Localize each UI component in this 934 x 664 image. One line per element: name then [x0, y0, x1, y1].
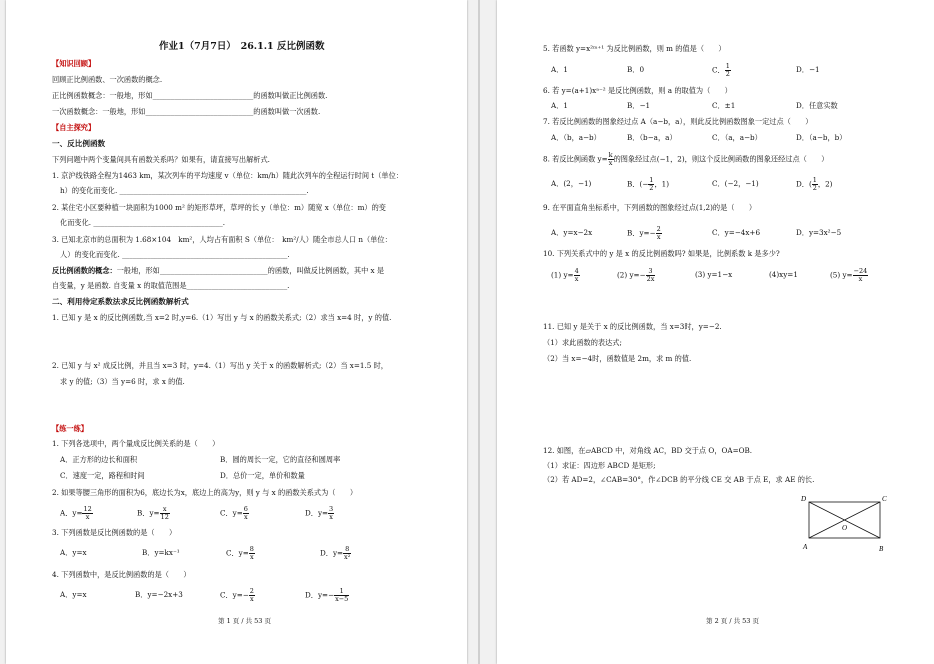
denominator: x	[329, 513, 333, 521]
q10-item-5	[830, 268, 868, 283]
q5-option-b: B．0	[627, 65, 645, 74]
q8-d-tail: ，2)	[817, 179, 833, 189]
q6-option-d: D．任意实数	[796, 101, 838, 110]
numerator: 2	[656, 225, 661, 233]
q8-option-b	[627, 177, 669, 192]
pq4-d-fraction	[334, 588, 349, 603]
vertex-label-c: C	[882, 496, 887, 503]
section-practice-heading: 【练一练】	[52, 424, 88, 433]
pq2-d-fraction	[328, 506, 334, 521]
pq2-option-a	[60, 506, 93, 521]
q10-item-3: (3) y=1−x	[695, 270, 733, 279]
rectangle-figure	[800, 496, 890, 556]
q10-5-fraction	[853, 268, 869, 283]
pq1-option-c: C．速度一定，路程和时间	[60, 471, 145, 480]
pq2-a-label: A．y=	[60, 508, 83, 518]
q6-option-a: A．1	[551, 101, 568, 110]
q2-line-a: 2. 某住宅小区要种植一块面积为1000 m² 的矩形草坪，草坪的长 y（单位：m）随宽 x（单位：m）的变	[52, 203, 386, 212]
concept-line-b: 自变量，y 是函数. 自变量 x 的取值范围是____________________________.	[52, 281, 290, 290]
pq4: 4. 下列函数中，是反比例函数的是（ ）	[52, 570, 191, 579]
denominator: x	[858, 275, 863, 283]
q10-item-1	[551, 268, 580, 283]
section-1-heading: 一、反比例函数	[52, 139, 106, 148]
section-review-heading: 【知识回顾】	[52, 59, 96, 68]
q9-b-fraction	[656, 226, 662, 241]
q7-option-a: A．（b，a−b）	[551, 133, 601, 142]
pq2-b-fraction	[160, 506, 170, 521]
pq2-option-c	[220, 506, 249, 521]
review-line-3: 一次函数概念：一般地，形如______________________________的函数叫做一次函数.	[52, 107, 321, 116]
numerator: 8	[249, 545, 254, 553]
q12-part-2: （2）若 AD=2，∠CAB=30°，作∠DCB 的平分线 CE 交 AB 于点 E，求 AE 的长.	[543, 475, 815, 484]
pq3-c-label: C．y=	[226, 548, 249, 558]
pq2-a-fraction	[82, 506, 92, 521]
section-explore-heading: 【自主探究】	[52, 123, 96, 132]
pq3-option-d	[320, 546, 351, 561]
review-line-2: 正比例函数概念：一般地，形如____________________________的函数叫做正比例函数.	[52, 91, 328, 100]
q6: 6. 若 y=(a+1)xᵃ⁻² 是反比例函数，则 a 的取值为（ ）	[543, 86, 732, 95]
denominator: x	[608, 159, 613, 167]
pq3-c-fraction	[249, 546, 255, 561]
page-2	[497, 0, 934, 664]
pq2: 2. 如果等腰三角形的面积为6，底边长为x，底边上的高为y，则 y 与 x 的函数关系式为（ ）	[52, 488, 358, 497]
q8-text-a: 8. 若反比例函数 y=	[543, 154, 608, 164]
denominator: x	[244, 513, 248, 521]
denominator: 2	[649, 184, 654, 192]
q12: 12. 如图，在▱ABCD 中，对角线 AC，BD 交于点 O，OA=OB.	[543, 446, 753, 455]
pq3-option-c	[226, 546, 255, 561]
concept-label: 反比例函数的概念：	[52, 266, 117, 275]
q8-b-label: B．(−	[627, 179, 649, 189]
pq4-c-label: C．y=−	[220, 590, 249, 600]
denominator: x²	[344, 553, 351, 561]
denominator: x	[250, 553, 254, 561]
pq4-option-c	[220, 588, 255, 603]
pq1: 1. 下列各选项中，两个量成反比例关系的是（ ）	[52, 439, 220, 448]
q8-option-a: A．(2，−1)	[551, 179, 592, 188]
q9-option-b	[627, 226, 662, 241]
numerator: k	[608, 151, 613, 159]
q12-part-1: （1）求证：四边形 ABCD 是矩形;	[543, 461, 656, 470]
page-footer: 第 1 页 / 共 53 页	[218, 617, 271, 625]
pq2-option-b	[137, 506, 170, 521]
q5-option-a: A．1	[551, 65, 568, 74]
q5-option-d: D．−1	[796, 65, 820, 74]
pq1-option-b: B．圆的周长一定，它的直径和圆周率	[220, 455, 341, 464]
denominator: 2	[812, 184, 817, 192]
q1-line-b: h）的变化而变化. ____________________________________________________.	[60, 186, 309, 195]
numerator: 1	[812, 176, 817, 184]
q5-option-c	[712, 63, 731, 78]
denominator: 2x	[646, 275, 655, 283]
numerator: 1	[725, 62, 730, 70]
numerator: −24	[853, 267, 868, 275]
pq4-d-label: D．y=−	[305, 590, 335, 600]
numerator: x	[160, 506, 170, 514]
concept-text: 一般地，形如______________________________的函数，叫做反比例函数，其中 x 是	[116, 266, 385, 275]
q10-item-4: (4)xy=1	[769, 270, 798, 279]
review-line-1: 回顾正比例函数、一次函数的概念.	[52, 75, 163, 84]
q9-option-a: A．y=x−2x	[551, 228, 593, 237]
q1-line-a: 1. 京沪线铁路全程为1463 km，某次列车的平均速度 v（单位：km/h）随此次列车的全程运行时间 t（单位：	[52, 171, 403, 180]
q9-option-d: D．y=3x²−5	[796, 228, 842, 237]
q7-option-b: B．（b−a，a）	[627, 133, 677, 142]
pq2-c-fraction	[243, 506, 249, 521]
pq3: 3. 下列函数是反比例函数的是（ ）	[52, 528, 177, 537]
q5-c-fraction	[725, 63, 731, 78]
denominator: 12	[160, 513, 169, 521]
vertex-label-d: D	[801, 496, 807, 503]
numerator: 3	[646, 268, 656, 276]
q11-part-2: （2）当 x=−4时，函数值是 2m，求 m 的值.	[543, 354, 692, 363]
pq4-option-a: A．y=x	[60, 590, 87, 599]
q10-2-label: (2) y=−	[617, 270, 646, 280]
numerator: 6	[243, 505, 248, 513]
section-1-intro: 下列问题中两个变量间具有函数关系吗？如果有，请直接写出解析式.	[52, 155, 270, 164]
s2-q2-line-a: 2. 已知 y 与 x² 成反比例，并且当 x=3 时，y=4.（1）写出 y 关于 x 的函数解析式;（2）当 x=1.5 时，	[52, 361, 388, 370]
q8-option-d	[796, 177, 832, 192]
vertex-label-b: B	[879, 545, 884, 553]
q10-5-label: (5) y=	[830, 270, 853, 280]
concept-line-a	[52, 266, 384, 276]
q10-2-fraction	[646, 268, 656, 283]
q7-option-c: C．（a，a−b）	[712, 133, 762, 142]
q11-part-1: （1）求此函数的表达式;	[543, 338, 622, 347]
denominator: x	[250, 595, 254, 603]
q2-line-b: 化而变化. ____________________________________.	[60, 218, 225, 227]
denominator: 2	[725, 70, 730, 78]
denominator: x	[85, 513, 90, 521]
denominator: x−5	[335, 595, 349, 603]
pq3-option-a: A．y=x	[60, 548, 87, 557]
numerator: 1	[334, 588, 349, 596]
vertex-label-a: A	[803, 543, 808, 551]
s2-q1: 1. 已知 y 是 x 的反比例函数,当 x=2 时,y=6.（1）写出 y 与 x 的函数关系式;（2）求当 x=4 时，y 的值.	[52, 313, 392, 322]
pq4-option-b: B．y=−2x+3	[135, 590, 183, 599]
q7: 7. 若反比例函数的图象经过点 A（a−b，a），则此反比例函数图象一定过点（ ）	[543, 117, 813, 126]
numerator: 2	[249, 587, 254, 595]
q9-b-label: B．y=−	[627, 228, 656, 238]
s2-q2-line-b: 求 y 的值;（3）当 y=6 时，求 x 的值.	[60, 377, 185, 386]
pq1-option-d: D．总价一定，单价和数量	[220, 471, 305, 480]
q8-b-tail: ，1)	[654, 179, 670, 189]
q9: 9. 在平面直角坐标系中，下列函数的图象经过点(1,2)的是（ ）	[543, 203, 757, 212]
page-1	[6, 0, 467, 664]
pq3-d-fraction	[343, 546, 351, 561]
numerator: 4	[574, 267, 579, 275]
pq3-option-b: B．y=kx⁻¹	[142, 548, 180, 557]
pq3-d-label: D．y=	[320, 548, 344, 558]
pq4-option-d	[305, 588, 349, 603]
numerator: 12	[83, 505, 92, 513]
q10: 10. 下列关系式中的 y 是 x 的反比例函数吗? 如果是，比例系数 k 是多少?	[543, 249, 780, 258]
q5-c-label: C．	[712, 65, 725, 75]
q10-item-2	[617, 268, 655, 283]
page-footer: 第 2 页 / 共 53 页	[706, 617, 759, 625]
pq2-option-d	[305, 506, 334, 521]
center-label-o: O	[842, 524, 848, 532]
page-title: 作业1（7月7日） 26.1.1 反比例函数	[159, 41, 325, 52]
q3-line-a: 3. 已知北京市的总面积为 1.68×104 km²，人均占有面积 S（单位： km²/人）随全市总人口 n（单位：	[52, 235, 392, 244]
q8-text-b: 的图象经过点(−1，2)，则这个反比例函数的图象还经过点（ ）	[613, 154, 829, 164]
page-gutter	[478, 0, 480, 664]
pq2-b-label: B．y=	[137, 508, 160, 518]
q8-option-c: C．(−2，−1)	[712, 179, 759, 188]
numerator: 3	[329, 505, 334, 513]
numerator: 8	[343, 546, 351, 554]
q11: 11. 已知 y 是关于 x 的反比例函数，当 x=3时，y=−2.	[543, 322, 722, 331]
pq2-c-label: C．y=	[220, 508, 243, 518]
q3-line-b: 人）的变化而变化. ______________________________________________.	[60, 250, 290, 259]
denominator: x	[574, 275, 579, 283]
q9-option-c: C．y=−4x+6	[712, 228, 761, 237]
q8	[543, 152, 828, 167]
section-2-heading: 二、利用待定系数法求反比例函数解析式	[52, 297, 189, 306]
q5: 5. 若函数 y=x²ᵐ⁺¹ 为反比例函数，则 m 的值是（ ）	[543, 44, 726, 53]
q8-d-label: D．(	[796, 179, 812, 189]
numerator: 1	[649, 176, 654, 184]
pq1-option-a: A．正方形的边长和面积	[60, 455, 138, 464]
pq2-d-label: D．y=	[305, 508, 329, 518]
q6-option-b: B．−1	[627, 101, 651, 110]
q6-option-c: C．±1	[712, 101, 736, 110]
q7-option-d: D．（a−b，b）	[796, 133, 847, 142]
q10-1-label: (1) y=	[551, 270, 574, 280]
denominator: x	[656, 233, 661, 241]
q10-1-fraction	[574, 268, 580, 283]
pq4-c-fraction	[249, 588, 255, 603]
